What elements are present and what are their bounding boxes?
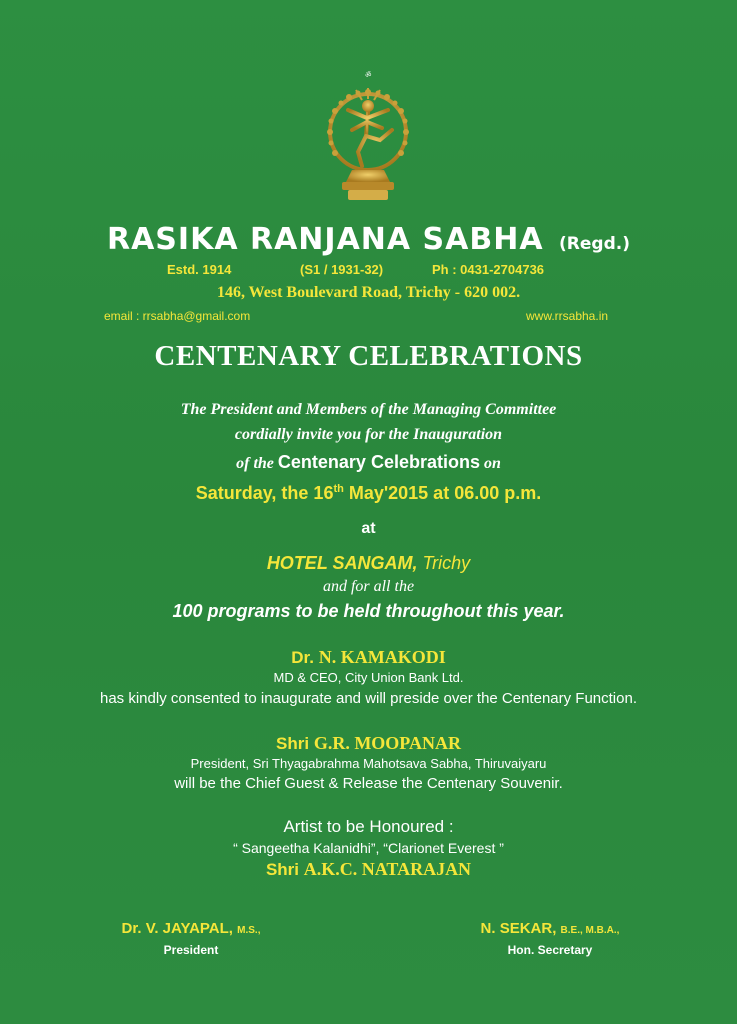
- president-name-line: [96, 920, 286, 937]
- venue: [0, 553, 737, 574]
- secretary-degree: B.E., M.B.A.,: [560, 925, 620, 936]
- inaugurator-full-name: N. KAMAKODI: [318, 647, 446, 667]
- honoured-title: Artist to be Honoured :: [283, 817, 454, 836]
- venue-name: HOTEL SANGAM,: [266, 553, 418, 573]
- at-label: at: [361, 520, 376, 537]
- inaugurator-prefix: Dr.: [291, 648, 314, 667]
- honoured-prefix: Shri: [265, 860, 299, 879]
- invite-line-1: The President and Members of the Managing Committee: [180, 401, 557, 418]
- president-signature: [96, 920, 286, 957]
- invite-line-3: [0, 452, 737, 473]
- programs-line: 100 programs to be held throughout this year.: [172, 601, 565, 621]
- address: 146, West Boulevard Road, Trichy - 620 002.: [216, 284, 521, 301]
- om-mark: ॐ: [365, 72, 372, 79]
- chief-guest-desc: will be the Chief Guest & Release the Centenary Souvenir.: [174, 775, 563, 792]
- org-title: [0, 222, 737, 257]
- email: email : rrsabha@gmail.com: [104, 309, 251, 323]
- event-date: [0, 483, 737, 504]
- inaugurator-name: [0, 647, 737, 668]
- and-all-line: and for all the: [322, 578, 415, 595]
- invite-line-3-strong: Centenary Celebrations: [277, 452, 480, 472]
- invite-line-2: cordially invite you for the Inauguration: [234, 426, 503, 443]
- date-sup: th: [333, 483, 344, 495]
- chief-guest-full-name: G.R. MOOPANAR: [313, 733, 461, 753]
- date-post: May'2015 at 06.00 p.m.: [343, 483, 542, 503]
- honoured-name: [0, 859, 737, 880]
- chief-guest-name: [0, 733, 737, 754]
- secretary-name-line: [455, 920, 645, 937]
- chief-guest-role: President, Sri Thyagabrahma Mahotsava Sabha, Thiruvaiyaru: [190, 756, 547, 771]
- website: www.rrsabha.in: [526, 309, 609, 323]
- nataraja-logo: [318, 70, 418, 210]
- president-name: Dr. V. JAYAPAL,: [121, 920, 233, 937]
- secretary-name: N. SEKAR,: [480, 920, 557, 937]
- inaugurator-role: MD & CEO, City Union Bank Ltd.: [273, 670, 464, 685]
- secretary-title: Hon. Secretary: [507, 943, 593, 957]
- president-degree: M.S.,: [237, 925, 261, 936]
- page-title: CENTENARY CELEBRATIONS: [154, 340, 583, 372]
- nataraja-icon: [318, 70, 418, 210]
- registration-number: (S1 / 1931-32): [300, 262, 384, 277]
- regd-label: (Regd.): [559, 234, 630, 254]
- honoured-full-name: A.K.C. NATARAJAN: [303, 859, 472, 879]
- org-name: RASIKA RANJANA SABHA: [106, 222, 544, 257]
- venue-city: Trichy: [422, 553, 471, 573]
- date-pre: Saturday, the 16: [195, 483, 334, 503]
- secretary-signature: [455, 920, 645, 957]
- president-title: President: [163, 943, 219, 957]
- inaugurator-desc: has kindly consented to inaugurate and will preside over the Centenary Function.: [100, 690, 637, 707]
- invite-line-3-pre: of the: [236, 455, 274, 472]
- chief-guest-prefix: Shri: [276, 734, 310, 753]
- phone-number: Ph : 0431-2704736: [432, 262, 545, 277]
- estd-year: Estd. 1914: [167, 262, 232, 277]
- honoured-subtitle: “ Sangeetha Kalanidhi”, “Clarionet Everest ”: [233, 840, 504, 856]
- invite-line-3-post: on: [483, 455, 501, 472]
